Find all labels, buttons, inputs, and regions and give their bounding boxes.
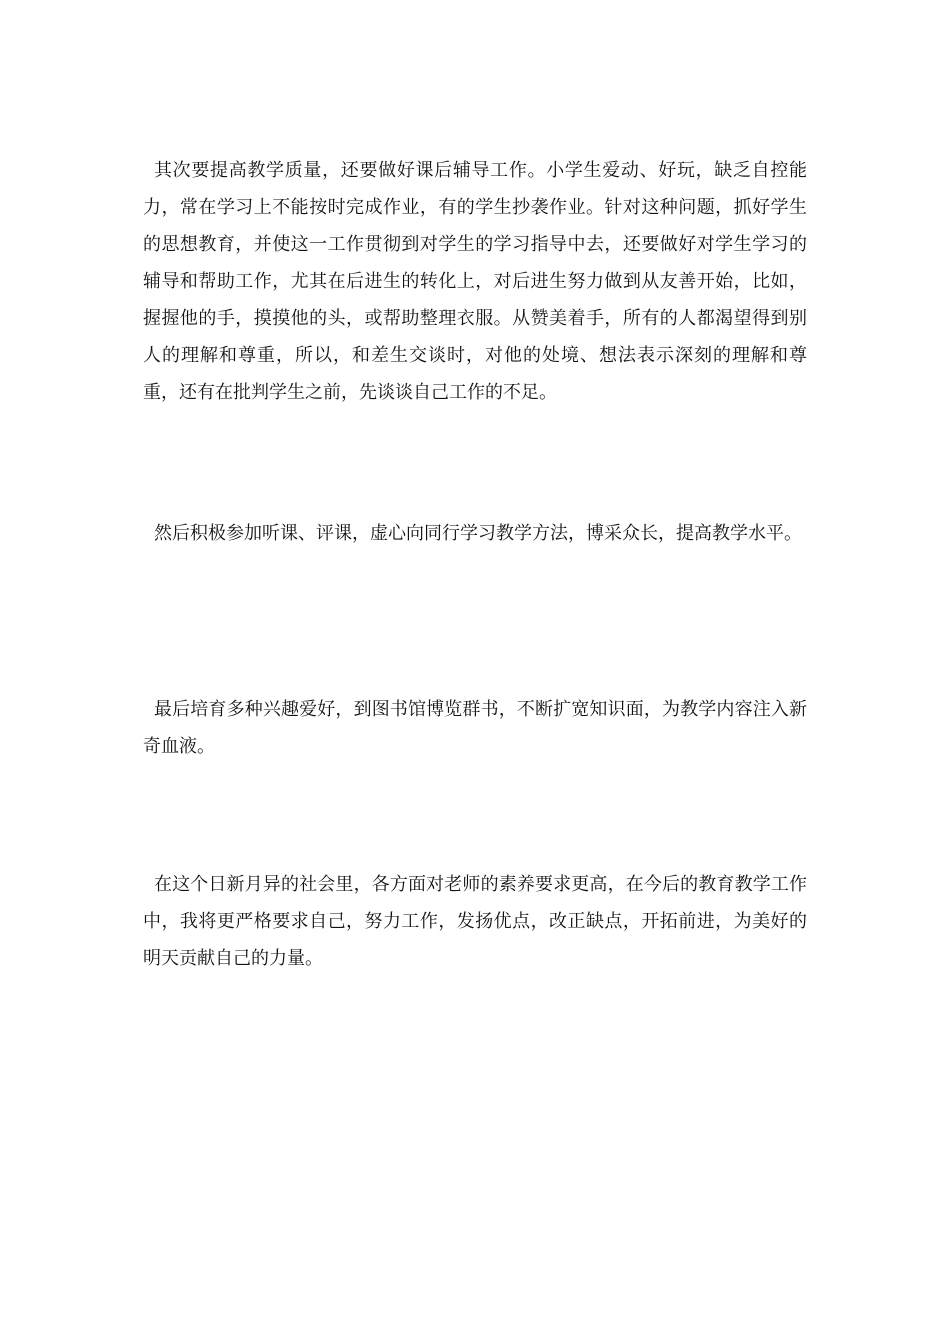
- paragraph-conclusion: 在这个日新月异的社会里，各方面对老师的素养要求更高，在今后的教育教学工作中，我将更严格要求自己，努力工作，发扬优点，改正缺点，开拓前进，为美好的明天贡献自己的力量。: [143, 874, 807, 969]
- paragraph-hobbies: 最后培育多种兴趣爱好，到图书馆博览群书，不断扩宽知识面，为教学内容注入新奇血液。: [143, 699, 807, 757]
- paragraph-tutoring: 其次要提高教学质量，还要做好课后辅导工作。小学生爱动、好玩，缺乏自控能力，常在学习上不能按时完成作业，有的学生抄袭作业。针对这种问题，抓好学生的思想教育，并使这一工作贯彻到对学生的学习指导中去，还要做好对学生学习的辅导和帮助工作，尤其在后进生的转化上，对后进生努力做到从友善开始，比如，握握他的手，摸摸他的头，或帮助整理衣服。从赞美着手，所有的人都渴望得到别人的理解和尊重，所以，和差生交谈时，对他的处境、想法表示深刻的理解和尊重，还有在批判学生之前，先谈谈自己工作的不足。: [143, 160, 807, 403]
- paragraph-lesson-observation: 然后积极参加听课、评课，虚心向同行学习教学方法，博采众长，提高教学水平。: [154, 523, 802, 544]
